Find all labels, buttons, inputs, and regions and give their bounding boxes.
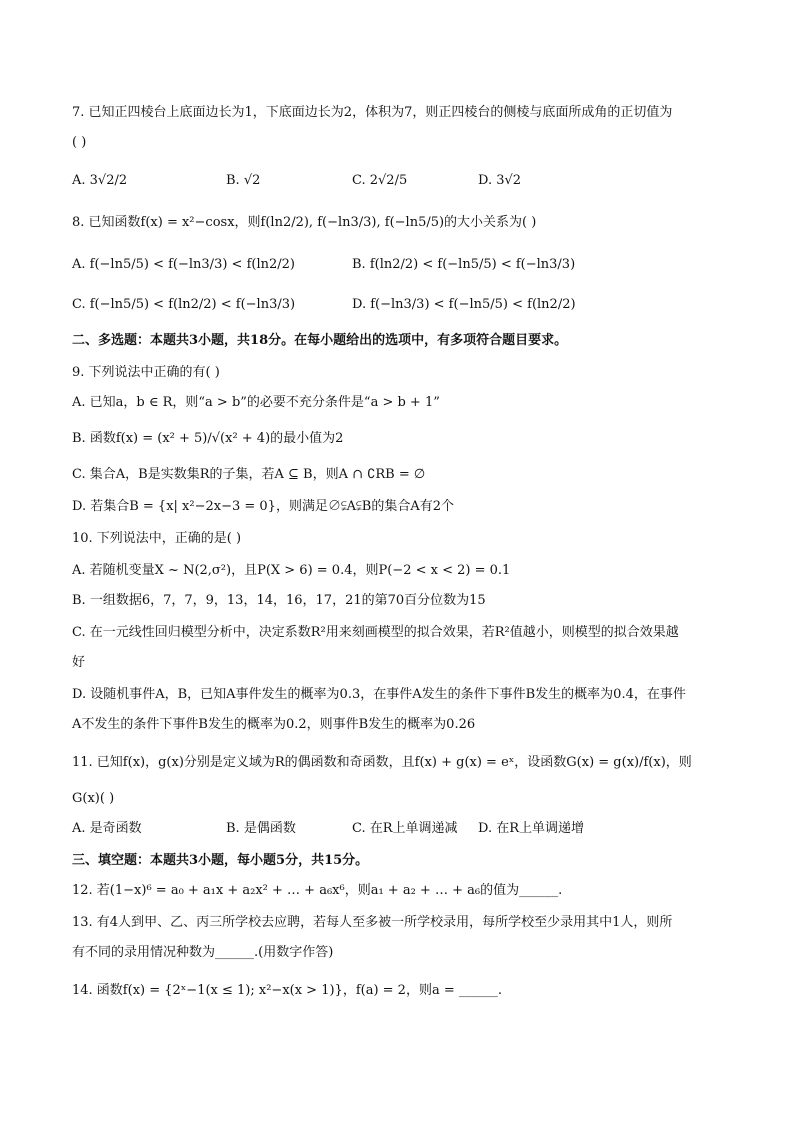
q8-option-a: A. f(−ln5/5) < f(−ln3/3) < f(ln2/2) — [72, 257, 295, 272]
q10-option-c: C. 在一元线性回归模型分析中，决定系数R²用来刻画模型的拟合效果，若R²值越小，则模型的拟合效果越 — [72, 625, 679, 640]
q10-option-b: B. 一组数据6，7，7，9，13，14，16，17，21的第70百分位数为15 — [72, 593, 486, 608]
q7-option-c: C. 2√2/5 — [352, 173, 408, 188]
q13-stem-cont: 有不同的录用情况种数为______.(用数字作答) — [72, 945, 334, 960]
q11-option-d: D. 在R上单调递增 — [478, 821, 585, 836]
q10-option-d-cont: A不发生的条件下事件B发生的概率为0.2，则事件B发生的概率为0.26 — [72, 717, 476, 732]
q11-option-c: C. 在R上单调递减 — [352, 821, 458, 836]
q7-stem: 7. 已知正四棱台上底面边长为1，下底面边长为2，体积为7，则正四棱台的侧棱与底面所成角的正切值为 — [72, 105, 673, 120]
q12-stem: 12. 若(1−x)⁶ = a₀ + a₁x + a₂x² + … + a₆x⁶，则a₁ + a₂ + … + a₆的值为______. — [72, 883, 563, 898]
q10-stem: 10. 下列说法中，正确的是( ) — [72, 531, 242, 546]
q10-option-a: A. 若随机变量X ~ N(2,σ²)，且P(X > 6) = 0.4，则P(−2 < x < 2) = 0.1 — [72, 563, 511, 578]
q8-stem: 8. 已知函数f(x) = x²−cosx，则f(ln2/2), f(−ln3/3), f(−ln5/5)的大小关系为( ) — [72, 215, 537, 230]
q8-option-d: D. f(−ln3/3) < f(−ln5/5) < f(ln2/2) — [352, 297, 576, 312]
q14-stem: 14. 函数f(x) = {2ˣ−1(x ≤ 1); x²−x(x > 1)}，f(a) = 2，则a = ______. — [72, 983, 502, 998]
q7-paren: ( ) — [72, 135, 87, 150]
q11-option-b: B. 是偶函数 — [226, 821, 296, 836]
section-2-heading: 二、多选题：本题共3小题，共18分。在每小题给出的选项中，有多项符合题目要求。 — [72, 333, 568, 348]
section-3-heading: 三、填空题：本题共3小题，每小题5分，共15分。 — [72, 853, 369, 868]
q9-option-d: D. 若集合B = {x| x²−2x−3 = 0}，则满足∅⫋A⫋B的集合A有2个 — [72, 499, 454, 514]
q8-option-b: B. f(ln2/2) < f(−ln5/5) < f(−ln3/3) — [352, 257, 576, 272]
q13-stem: 13. 有4人到甲、乙、丙三所学校去应聘，若每人至多被一所学校录用，每所学校至少录用其中1人，则所 — [72, 915, 673, 930]
q7-option-b: B. √2 — [226, 173, 261, 188]
q9-stem: 9. 下列说法中正确的有( ) — [72, 365, 220, 380]
q10-option-d: D. 设随机事件A，B，已知A事件发生的概率为0.3，在事件A发生的条件下事件B发生的概率为0.4，在事件 — [72, 687, 686, 702]
q7-option-a: A. 3√2/2 — [72, 173, 128, 188]
q9-option-b: B. 函数f(x) = (x² + 5)/√(x² + 4)的最小值为2 — [72, 431, 344, 446]
q11-stem-cont: G(x)( ) — [72, 791, 115, 806]
q9-option-a: A. 已知a，b ∈ R，则“a > b”的必要不充分条件是“a > b + 1” — [72, 395, 440, 410]
q9-option-c: C. 集合A，B是实数集R的子集，若A ⊆ B，则A ∩ ∁RB = ∅ — [72, 467, 426, 482]
q10-option-c-cont: 好 — [72, 655, 86, 670]
q11-stem: 11. 已知f(x)，g(x)分别是定义域为R的偶函数和奇函数，且f(x) + g(x) = eˣ，设函数G(x) = g(x)/f(x)，则 — [72, 755, 692, 770]
q11-option-a: A. 是奇函数 — [72, 821, 142, 836]
q7-option-d: D. 3√2 — [478, 173, 522, 188]
q8-option-c: C. f(−ln5/5) < f(ln2/2) < f(−ln3/3) — [72, 297, 296, 312]
